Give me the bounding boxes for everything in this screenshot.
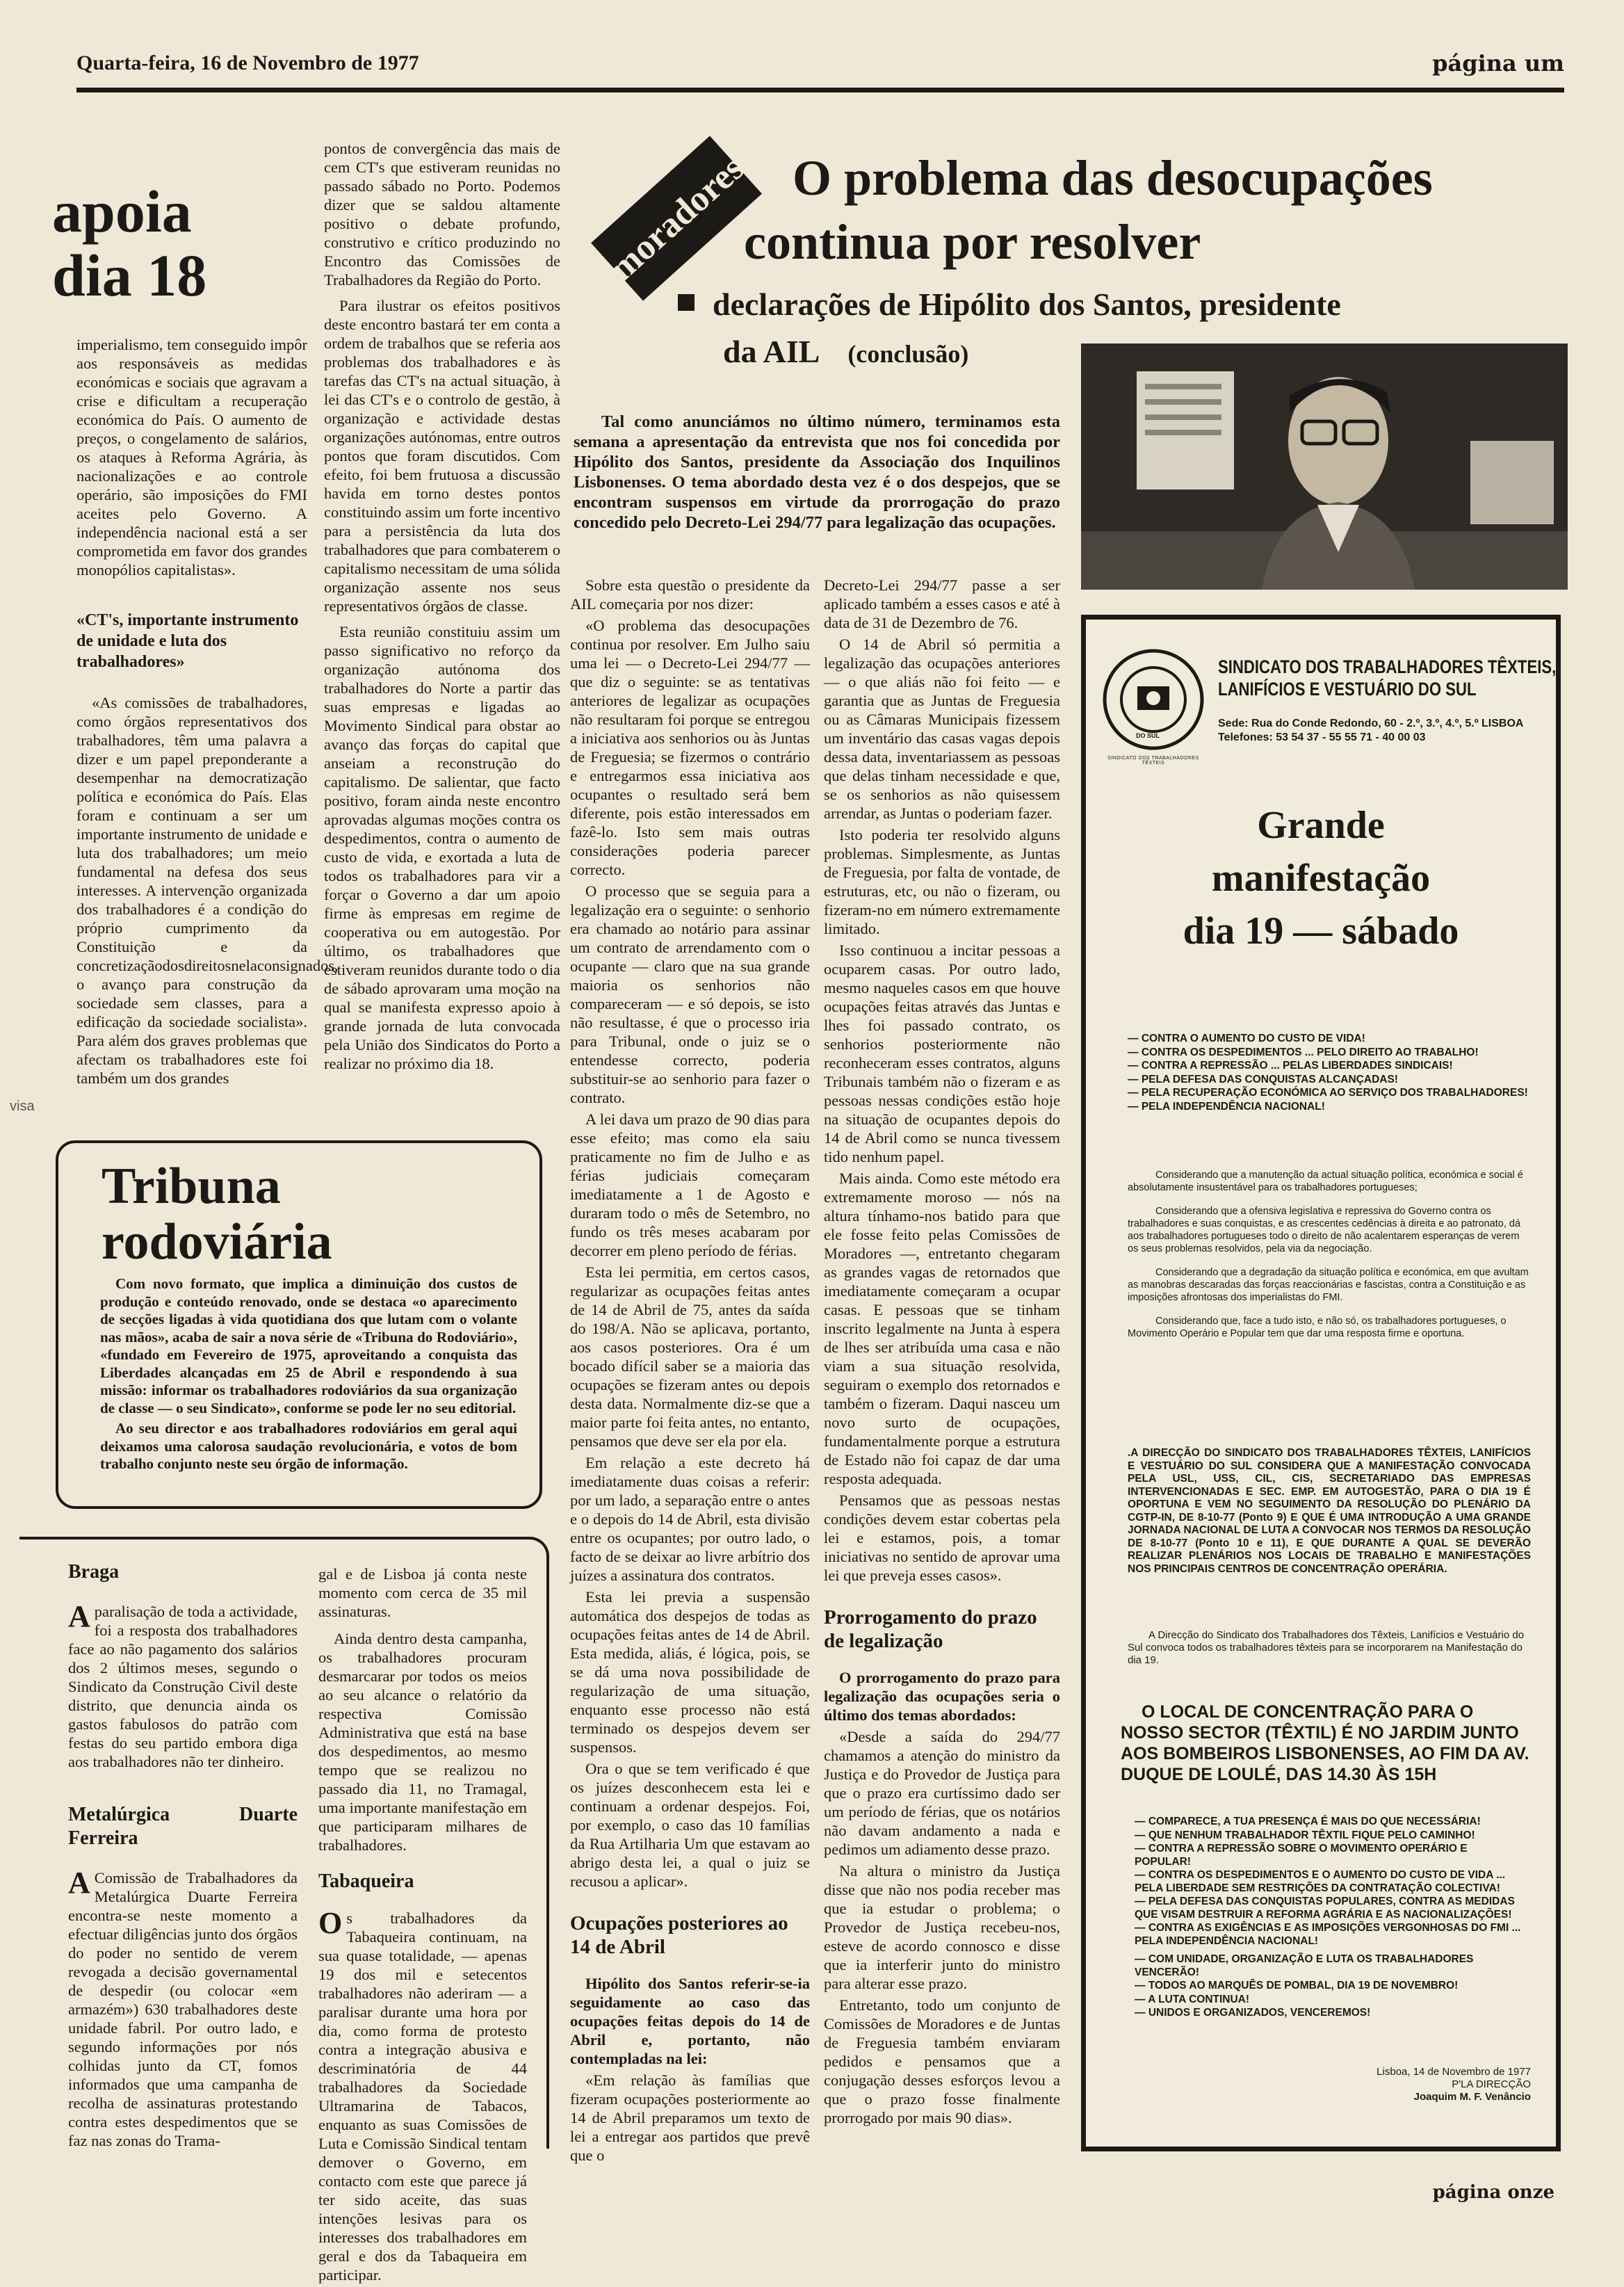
tribuna-title-line1: Tribuna: [102, 1158, 281, 1215]
slogan-item: — CONTRA AS EXIGÊNCIAS E AS IMPOSIÇÕES VERGONHOSAS DO FMI ... PELA INDEPENDÊNCIA NACIONAL!: [1135, 1922, 1524, 1948]
braga-dropcap: A: [68, 1599, 90, 1633]
portrait-photo: [1081, 344, 1568, 590]
moradores-colB-para: «Desde a saída do 294/77 chamamos a atenção do ministro da Justiça e do Provedor de Justiça para que o prazo era curtíssimo dado ser um período de férias, que os notários não davam andamento a nada e pedimos um adiamento desse prazo.: [824, 1728, 1060, 1858]
consid-para: Considerando que a degradação da situação política e económica, em que avultam as manobras descaradas das forças reaccionárias e fascistas, contra a Constituição e as imposições afrontosas dos imperialistas do FMI.: [1128, 1267, 1529, 1303]
apoia-headline: [52, 179, 206, 307]
header-rule: [76, 88, 1564, 92]
sindicato-address: [1218, 717, 1523, 745]
metal-title: Metalúrgica Duarte Ferreira: [68, 1804, 298, 1849]
moradores-colA-para: Em relação a este decreto há imediatamente duas coisas a referir: por um lado, a separação entre o antes e o depois do 14 de Abril, esta divisão entre os ocupantes; por outro lado, o facto de se deixar ao livre arbítrio dos juízes a assinatura dos contratos.: [570, 1454, 810, 1584]
moradores-colB-para: Isso continuou a incitar pessoas a ocuparem casas. Por outro lado, mesmo naqueles casos em que houve ocupações feitas através das Juntas e lhes foi passado contrato, os senhorios posteriormente não reconheceram esses contratos, alguns Tribunais também não o fizeram e as pessoas nessas condições estão hoje na situação de ocupantes depois do 14 de Abril como se nunca tivessem tido nenhum papel.: [824, 942, 1060, 1165]
moradores-colB-para: Entretanto, todo um conjunto de Comissões de Moradores e de Juntas de Freguesia também enviaram pedidos e pensamos que a conjugação desses esforços levou a que o prazo fosse finalmente prorrogado por mais 90 dias».: [824, 1996, 1060, 2126]
sindicato-address-line: Sede: Rua do Conde Redondo, 60 - 2.º, 3.º, 4.º, 5.º LISBOA: [1218, 718, 1524, 729]
portrait-image: [1081, 344, 1568, 590]
slogan-item: — A LUTA CONTINUA!: [1135, 1994, 1524, 2007]
sign-date: Lisboa, 14 de Novembro de 1977: [1377, 2066, 1531, 2078]
side-label: visa: [10, 1099, 35, 1114]
sindicato-name: [1218, 656, 1556, 700]
slogan-item: — PELA INDEPENDÊNCIA NACIONAL!: [1128, 1101, 1531, 1114]
consid-para: Considerando que a ofensiva legislativa e repressiva do Governo contra os trabalhadores e suas conquistas, e as crescentes cedências à direita e ao patronato, dá aos trabalhadores portugueses todo o direito de não acalentarem esperanças de verem os seus problemas resolvidos, pela via da negociação.: [1128, 1206, 1521, 1254]
sindicato-logo-ring: SINDICATO DOS TRABALHADORES TÊXTEIS: [1107, 756, 1199, 766]
tab-dropcap: O: [318, 1906, 343, 1940]
slogan-item: — COMPARECE, A TUA PRESENÇA É MAIS DO QUE NECESSÁRIA!: [1135, 1816, 1524, 1829]
slogan-item: — CONTRA O AUMENTO DO CUSTO DE VIDA!: [1128, 1033, 1531, 1046]
apoia-col1-para: «As comissões de trabalhadores, como órgãos representativos dos trabalhadores, têm uma palavra a dizer e um papel preponderante a desempenhar na democratização política e económica do País. Elas foram e continuam a ser um importante instrumento de unidade e luta dos trabalhadores; um meio fundamental na defesa dos seus interesses. A intervenção organizada dos trabalhadores é a condição do próprio cumprimento da Constituição e da concretizaçãodosdireitosnelaconsignados, o avanço para construção da sociedade sem classes, para a edificação da sociedade socialista». Para além dos graves problemas que afectam os trabalhadores este foi também um dos grandes: [76, 694, 339, 1087]
moradores-sub-line1: declarações de Hipólito dos Santos, presidente: [713, 286, 1341, 322]
tribuna-title: [102, 1158, 332, 1270]
moradores-colB-sublead: O prorrogamento do prazo para legalização das ocupações seria o último dos temas abordados:: [824, 1669, 1060, 1724]
moradores-colA-para: Ora o que se tem verificado é que os juízes desconhecem esta lei e continuam a ordenar despejos. Foi, por exemplo, o caso das 10 famílias da Rua Artilharia Um que estavam ao abrigo desta lei, a qual o juiz se recusou a aplicar».: [570, 1760, 810, 1890]
braga-title: Braga: [68, 1561, 120, 1583]
moradores-colA-para: Esta lei previa a suspensão automática dos despejos de todas as ocupações feitas antes de 14 de Abril. Esta medida, aliás, é lógica, pois, se se dá uma nova possibilidade de regularização de uma situação, enquanto esse processo não está terminado os despejos devem ser suspensos.: [570, 1588, 810, 1756]
direccao-decision: .A DIRECÇÃO DO SINDICATO DOS TRABALHADORES TÊXTEIS, LANIFÍCIOS E VESTUÁRIO DO SUL CONSIDERA QUE A MANIFESTAÇÃO CONVOCADA PELA USL, USS, CIL, CIS, SECRETARIADO DAS EMPRESAS INTERVENCIONADAS E SEC. EMP. EM AUTOGESTÃO, PARA O DIA 19 É OPORTUNA E VEM NO SEGUIMENTO DA RESOLUÇÃO DO PLENÁRIO DA CGTP-IN, DE 8-10-77 (Ponto 9) E QUE É UMA INTRODUÇÃO A UMA GRANDE JORNADA NACIONAL DE LUTA A CONVOCAR NOS TERMOS DA RESOLUÇÃO DE 8-10-77 (Ponto 10 e 11), E QUE DURANTE A QUAL SE DEVERÃO REALIZAR PLENÁRIOS NOS LOCAIS DE TRABALHO E MANIFESTAÇÕES NOS PRINCIPAIS CENTROS DE CONCENTRAÇÃO OPERÁRIA.: [1128, 1447, 1531, 1575]
moradores-colA-subhead: Ocupações posteriores ao 14 de Abril: [570, 1912, 788, 1958]
sindicato-phones: Telefones: 53 54 37 - 55 55 71 - 40 00 03: [1218, 732, 1426, 743]
moradores-colA-para: A lei dava um prazo de 90 dias para esse efeito; mas como ela saiu praticamente no fim de Julho e as férias judiciais começaram imediatamente a 1 de Agosto e duraram todo o mês de Setembro, no fundo os três meses acabaram por decorrer em pleno período de férias.: [570, 1110, 810, 1259]
local-concentracao: O LOCAL DE CONCENTRAÇÃO PARA O NOSSO SECTOR (TÊXTIL) É NO JARDIM JUNTO AOS BOMBEIROS LISBONENSES, AO FIM DA AV. DUQUE DE LOULÉ, DAS 14.30 ÀS 15H: [1121, 1702, 1529, 1784]
briefs-box: [19, 1537, 549, 2284]
page-header: [76, 50, 1564, 89]
slogan-item: — COM UNIDADE, ORGANIZAÇÃO E LUTA OS TRABALHADORES VENCERÃO!: [1135, 1953, 1524, 1979]
apoia-headline-line1: apoia: [52, 178, 192, 245]
apoia-col2-para: Para ilustrar os efeitos positivos deste encontro bastará ter em conta a ordem de trabalhos que se referia aos problemas dos trabalhadores e às tarefas das CT's na actual situação, à lei das CT's e o controlo de gestão, à organização e actividade destas organizações autónomas, entre outros pontos que foram discutidos. Com efeito, foi bem frutuosa a discussão havida em torno destes pontos constituindo assim um forte incentivo para a persistência da luta dos trabalhadores que para combaterem o capitalismo necessitam de uma sólida organização assente nos seus representativos órgãos de classe.: [324, 297, 560, 615]
moradores-colA-para: O processo que se seguia para a legalização era o seguinte: o senhorio era chamado ao notário para assinar um contrato de arrendamento com o ocupante — claro que na sua grande maioria os senhorios não compareceram — e só depois, se isto não resultasse, é que o processo iria para Tribunal, onde o juiz se o entendesse correcto, poderia substituir-se ao senhorio para fazer o contrato.: [570, 882, 810, 1106]
metal-body: Comissão de Trabalhadores da Metalúrgica Duarte Ferreira encontra-se neste momento a efectuar diligências junto dos órgãos do poder no sentido de verem revogada a decisão governamental de despedir (ou colocar «em armazém») 630 trabalhadores deste unidade fabril. Por outro lado, e segundo informações por nós colhidas junto da CT, fomos informados que uma campanha de recolha de assinaturas protestando contra estes despedimentos que se faz nas zonas do Trama-: [68, 1869, 298, 2149]
slogan-item: — PELA RECUPERAÇÃO ECONÓMICA AO SERVIÇO DOS TRABALHADORES!: [1128, 1087, 1531, 1100]
grande-line3: dia 19 — sábado: [1183, 910, 1459, 953]
apoia-subhead: «CT's, importante instrumento de unidade e luta dos trabalhadores»: [76, 611, 299, 671]
slogan-item: — CONTRA A REPRESSÃO SOBRE O MOVIMENTO OPERÁRIO E POPULAR!: [1135, 1843, 1524, 1868]
sign-name: Joaquim M. F. Venâncio: [1413, 2091, 1531, 2103]
braga-text: [68, 1599, 298, 1771]
briefs-left-col: [68, 1560, 298, 2153]
braga-body: paralisação de toda a actividade, foi a resposta dos trabalhadores face ao não pagamento dos salários dos 2 últimos meses, segundo o Sindicato da Construção Civil deste distrito, que denuncia ainda os gastos fabulosos do patrão com festas do seu partido embora diga aos trabalhadores não ter dinheiro.: [68, 1603, 298, 1770]
moradores-lead: Tal como anunciámos no último número, terminamos esta semana a apresentação da entrevista que nos foi concedida por Hipólito dos Santos, presidente da Associação dos Inquilinos Lisbonenses. O tema abordado desta vez é o dos despejos, que se encontram suspensos em virtude da prorrogação do prazo concedido pelo Decreto-Lei 294/77 para legalização das ocupações.: [574, 412, 1060, 532]
slogans-list-1: [1128, 1033, 1531, 1114]
moradores-colB-para: Mais ainda. Como este método era extremamente moroso — nós na altura tínhamo-nos batido para que ele fosse feito pelas Comissões de Moradores —, entretanto chegaram as grandes vagas de retornados que imediatamente começaram a ocupar casas. E pessoas que se tinham inscrito legalmente na Junta à espera de lhes ser atribuída uma casa e não viam a sua situação resolvida, seguiram o exemplo dos retornados e também o fizeram. Daqui nasceu um novo surto de ocupações, fundamentalmente porque a estrutura de Estado não foi capaz de dar uma resposta adequada.: [824, 1170, 1060, 1487]
moradores-colB-para: Isto poderia ter resolvido alguns problemas. Simplesmente, as Juntas de Freguesia, por falta de vontade, de estruturas, etc, ou não o fizeram, ou fizeram-no em número extremamente limitado.: [824, 826, 1060, 937]
slogan-item: — QUE NENHUM TRABALHADOR TÊXTIL FIQUE PELO CAMINHO!: [1135, 1829, 1524, 1843]
slogan-item: — UNIDOS E ORGANIZADOS, VENCEREMOS!: [1135, 2007, 1524, 2020]
tab-body: s trabalhadores da Tabaqueira continuam, na sua quase totalidade, — apenas 19 dos mil e setecentos trabalhadores não aderiram — a paralisar durante uma hora por dia, como forma de protesto contra a integração abusiva e descriminatória de 44 trabalhadores da Sociedade Ultramarina de Tabacos, enquanto as suas Comissões de Luta e Comissão Sindical tentam demover o Governo, em contacto com este que parece já ter sido aceite, das suas intenções lesivas para os interesses dos trabalhadores em geral e dos da Tabaqueira em participar.: [318, 1909, 527, 2284]
moradores-colA: [570, 576, 810, 2167]
moradores-colA-para: Esta lei permitia, em certos casos, regularizar as ocupações feitas antes de 14 de Abril de 75, antes da saída do 198/A. Não se aplicava, portanto, aos casos posteriores. Ora é um bocado difícil saber se a maioria das ocupações se fizeram antes ou depois desta data. Normalmente diz-se que a maior parte foi feita antes, no entanto, pensamos que deve ser ela por ela.: [570, 1263, 810, 1450]
consid-para: Considerando que a manutenção da actual situação política, económica e social é absolutamente insustentável para os trabalhadores portugueses;: [1128, 1170, 1523, 1193]
moradores-colB: [824, 576, 1060, 2130]
slogan-item: — CONTRA OS DESPEDIMENTOS E O AUMENTO DO CUSTO DE VIDA ... PELA LIBERDADE SEM RESTRIÇÕES DA CONTRATAÇÃO COLECTIVA!: [1135, 1869, 1524, 1895]
signature: [1294, 2066, 1531, 2103]
moradores-colA-tail: «Em relação às famílias que fizeram ocupações posteriormente ao 14 de Abril preparamos um texto de lei a entregar aos partidos que prevê que o: [570, 2071, 810, 2164]
apoia-headline-line2: dia 18: [52, 242, 207, 309]
tab-text: [318, 1906, 527, 2284]
slogan-item: — CONTRA OS DESPEDIMENTOS ... PELO DIREITO AO TRABALHO!: [1128, 1046, 1531, 1060]
consid-para: Considerando que, face a tudo isto, e não só, os trabalhadores portugueses, o Movimento Operário e Popular tem que dar uma resposta firme e oportuna.: [1128, 1316, 1507, 1339]
moradores-colB-subhead: Prorrogamento do prazo de legalização: [824, 1606, 1037, 1652]
apoia-col1: [76, 335, 339, 1090]
moradores-colA-para: Sobre esta questão o presidente da AIL começaria por nos dizer:: [570, 576, 810, 613]
metal-text: [68, 1868, 298, 2150]
apoia-col2-para: pontos de convergência das mais de cem CT's que estiveram reunidas no passado sábado no Porto. Podemos dizer que se saldou altamente positivo o debate profundo, construtivo e crítico produzindo no Encontro das Comissões de Trabalhadores da Região do Porto.: [324, 140, 560, 289]
tab-title: Tabaqueira: [318, 1870, 414, 1892]
moradores-colB-para: Na altura o ministro da Justiça disse que não nos podia receber mas que ia estudar o problema; o Provedor de Justiça recebeu-nos, esteve de acordo connosco e disse que ia interferir junto do ministro para alterar esse prazo.: [824, 1862, 1060, 1992]
slogan-item: — PELA DEFESA DAS CONQUISTAS POPULARES, CONTRA AS MEDIDAS QUE VISAM DESTRUIR A REFORMA AGRÁRIA E AS NACIONALIZAÇÕES!: [1135, 1896, 1524, 1921]
apoia-col2-para: Esta reunião constituiu assim um passo significativo no reforço da organização autónoma dos trabalhadores do Norte a partir das suas empresas e ligadas ao Movimento Sindical para obstar ao avanço das forças do capital que anseiam a reconstrução do capitalismo. De salientar, que facto positivo, foram ainda neste encontro aprovadas algumas moções contra os despedimentos, contra o aumento de custo de vida, e exortada a luta de todos os trabalhadores para vir a forçar o Governo a dar um apoio firme às empresas em regime de cooperativa ou em autogestão. Por último, os trabalhadores que estiveram reunidos durante todo o dia de sábado aprovaram uma moção na qual se manifesta expresso apoio à grande jornada de luta convocada pela União dos Sindicatos do Porto a realizar no próximo dia 18.: [324, 623, 560, 1072]
sindicato-name-line1: SINDICATO DOS TRABALHADORES TÊXTEIS,: [1218, 656, 1557, 677]
moradores-sub-tail: (conclusão): [847, 340, 969, 368]
tribuna-para: Com novo formato, que implica a diminuição dos custos de produção e conteúdo renovado, onde se destaca «o aparecimento de secções ligadas à vida quotidiana dos que lutam com o volante nas mãos», acaba de sair a nova série de «Tribuna do Rodoviário», «fundado em Fevereiro de 1975, aproveitando a conquista das Liberdades alcançadas em 25 de Abril e respondendo à sua missão: informar os trabalhadores rodoviários da sua organização de classe — o seu Sindicato», conforme se pode ler no seu editorial.: [100, 1275, 517, 1416]
tribuna-body: [100, 1275, 517, 1476]
tribuna-box: [56, 1140, 542, 1509]
moradores-sub-line2: da AIL: [723, 334, 820, 369]
metal-dropcap: A: [68, 1866, 90, 1900]
considerandos: [1128, 1169, 1531, 1351]
footer-page-label: página onze: [1432, 2182, 1554, 2203]
moradores-colB-para: Pensamos que as pessoas nestas condições devem estar cobertas pela lei e estamos, pois, a tomar iniciativas no sentido de aprovar uma lei que preveja esses casos».: [824, 1492, 1060, 1584]
direccao-convoca: A Direcção do Sindicato dos Trabalhadores dos Têxteis, Lanifícios e Vestuário do Sul convoca todos os trabalhadores têxteis para se incorporarem na Manifestação do dia 19.: [1128, 1629, 1525, 1666]
moradores-colA-para: «O problema das desocupações continua por resolver. Em Julho saiu uma lei — o Decreto-Lei 294/77 — que diz o seguinte: se as tentativas anteriores de legalizar as ocupações não resultaram foi porque se entregou a iniciativa aos senhorios ou às Juntas de Freguesia; se fizermos o contrário e entregarmos essa iniciativa aos ocupantes o resultado será bem diferente, pois estão interessados em fazê-lo. Isto sem mais outras considerações poderia parecer correcto.: [570, 617, 810, 878]
apoia-col2: [324, 139, 560, 1076]
slogan-item: — CONTRA A REPRESSÃO ... PELAS LIBERDADES SINDICAIS!: [1128, 1060, 1531, 1073]
slogans-list-2: [1135, 1816, 1524, 2021]
grande-line2: manifestação: [1211, 857, 1431, 900]
tribuna-title-line2: rodoviária: [102, 1213, 332, 1270]
moradores-title: [744, 146, 1433, 274]
header-page-label: página um: [1432, 50, 1564, 76]
sindicato-name-line2: LANIFÍCIOS E VESTUÁRIO DO SUL: [1218, 679, 1477, 700]
grande-line1: Grande: [1257, 804, 1385, 847]
sign-org: P'LA DIRECÇÃO: [1452, 2078, 1531, 2090]
moradores-title-line1: O problema das desocupações: [793, 150, 1433, 206]
sindicato-logo-inner: DO SUL: [1136, 732, 1160, 739]
moradores-colB-para: O 14 de Abril só permitia a legalização das ocupações anteriores — o que aliás não foi feito — e garantia que as Juntas de Freguesia ou as Câmaras Municipais fizessem um inventário das casas vagas depois dessa data, inventariassem as pessoas que delas tinham necessidade e que, se os senhorios as não quisessem arrendar, as Juntas o poderiam fazer.: [824, 636, 1060, 822]
metal-cont2: Ainda dentro desta campanha, os trabalhadores procuram desmarcarar por todos os meios ao seu alcance o relatório da respectiva Comissão Administrativa que está na base dos despedimentos, ao mesmo tempo que se realizou no passado dia 11, no Tramagal, uma importante manifestação em que participaram milhares de trabalhadores.: [318, 1630, 527, 1854]
sindicato-ad: [1081, 615, 1561, 2151]
moradores-colB-para: Decreto-Lei 294/77 passe a ser aplicado também a esses casos e até à data de 31 de Dezembro de 76.: [824, 576, 1060, 631]
moradores-title-line2: continua por resolver: [744, 214, 1201, 270]
slogan-item: — PELA DEFESA DAS CONQUISTAS ALCANÇADAS!: [1128, 1074, 1531, 1087]
metal-cont: gal e de Lisboa já conta neste momento com cerca de 35 mil assinaturas.: [318, 1565, 527, 1620]
moradores-tag-text: moradores: [601, 147, 752, 289]
bullet-square-icon: [678, 294, 695, 311]
moradores-tag: [591, 136, 762, 300]
slogan-item: — TODOS AO MARQUÊS DE POMBAL, DIA 19 DE NOVEMBRO!: [1135, 1980, 1524, 1993]
tribuna-para: Ao seu director e aos trabalhadores rodoviários em geral aqui deixamos uma calorosa saudação revolucionária, e votos de bom trabalho conjunto neste seu órgão de informação.: [100, 1420, 517, 1472]
grande-manifestacao: [1086, 799, 1556, 957]
briefs-right-col: [318, 1565, 527, 2287]
moradores-colA-sublead: Hipólito dos Santos referir-se-ia seguidamente ao caso das ocupações feitas depois do 14 de Abril e, portanto, não contempladas na lei:: [570, 1975, 810, 2067]
apoia-col1-para: imperialismo, tem conseguido impôr aos responsáveis as medidas económicas e sociais que agravam a crise e dificultam a recuperação económica do País. O aumento de preços, o congelamento de salários, os ataques à Reforma Agrária, às nacionalizações e ao controle operário, são imposições do FMI aceites pelo Governo. A independência nacional está a ser comprometida em favor dos grandes monopólios capitalistas».: [76, 336, 307, 579]
header-date: Quarta-feira, 16 de Novembro de 1977: [76, 51, 419, 74]
